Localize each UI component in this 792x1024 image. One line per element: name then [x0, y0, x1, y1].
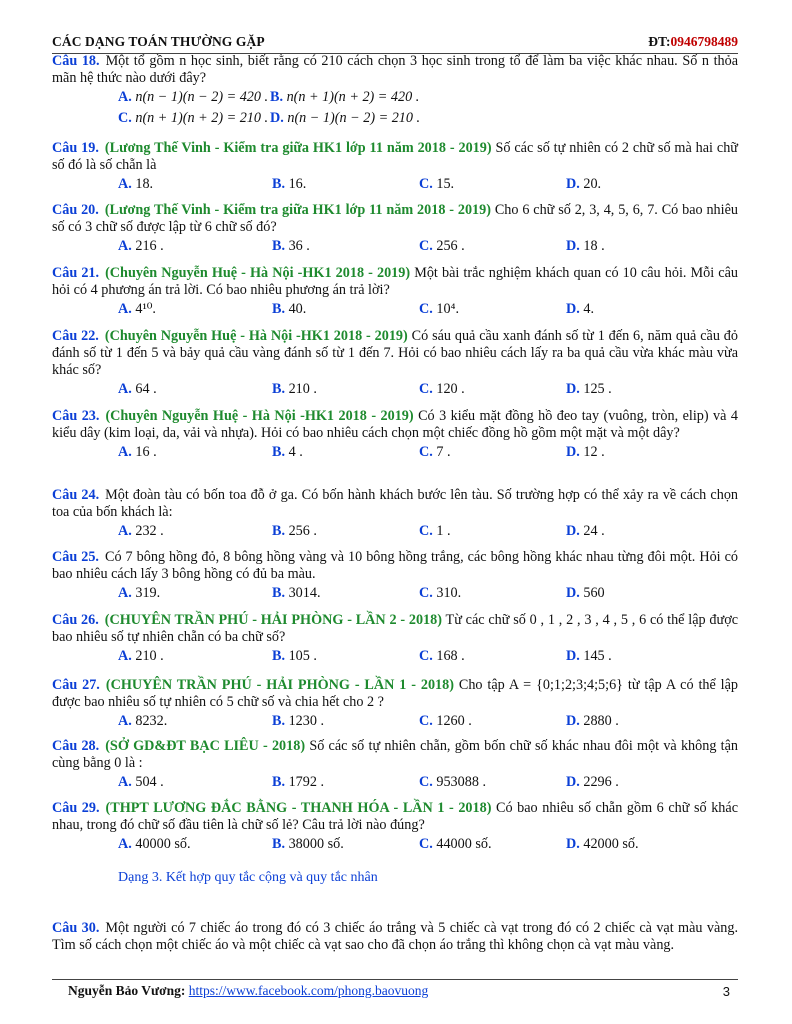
question-source: (THPT LƯƠNG ĐẮC BẰNG - THANH HÓA - LẦN 1 - 2018)	[105, 800, 492, 816]
answer-row: A. 8232. B. 1230 . C. 1260 . D. 2880 .	[118, 713, 619, 729]
section-heading: Dạng 3. Kết hợp quy tắc cộng và quy tắc nhân	[118, 870, 378, 885]
question-source: (CHUYÊN TRẦN PHÚ - HẢI PHÒNG - LẦN 1 - 2018)	[105, 677, 454, 693]
question-source: (Chuyên Nguyễn Huệ - Hà Nội -HK1 2018 - 2019)	[105, 408, 414, 424]
answer-row: A. 18. B. 16. C. 15. D. 20.	[118, 176, 602, 192]
question-text: Có 7 bông hồng đỏ, 8 bông hồng vàng và 10 bông hồng trắng, các bông hồng khác nhau từng đôi một. Hỏi có bao nhiêu cách lấy 3 bông hồng có đủ ba màu.	[52, 549, 739, 582]
question-text: Có 3 kiểu mặt đồng hồ đeo tay (vuông, tròn, elip) và 4 kiểu dây (kim loại, da, vải và nhựa). Hỏi có bao nhiêu cách chọn một chiếc đồng hồ gồm một mặt và một dây?	[52, 408, 739, 441]
question-text: Một bài trắc nghiệm khách quan có 10 câu hỏi. Mỗi câu hỏi có 4 phương án trả lời. Có bao nhiêu phương án trả lời?	[52, 265, 738, 298]
question-18: Câu 18. Một tổ gồm n học sinh, biết rằng có 210 cách chọn 3 học sinh trong tổ để làm ba việc khác nhau. Số n thỏa mãn hệ thức nào dưới đây? A. n(n − 1)(n − 2) = 420 . B. n(n + 1)(n + 2) = 420 . C. n(n + 1)(n + 2) = 210 . D. n(n − 1)(n − 2) = 210 .	[52, 53, 738, 126]
answer-row: A. n(n − 1)(n − 2) = 420 . B. n(n + 1)(n + 2) = 420 .	[118, 89, 420, 105]
question-text: Một tổ gồm n học sinh, biết rằng có 210 cách chọn 3 học sinh trong tổ để làm ba việc khác nhau. Số n thỏa mãn hệ thức nào dưới đây?	[52, 53, 738, 86]
answer-row: A. 40000 số. B. 38000 số. C. 44000 số. D. 42000 số.	[118, 836, 639, 852]
answer-row: A. 210 . B. 105 . C. 168 . D. 145 .	[118, 648, 612, 664]
answer-row: A. 504 . B. 1792 . C. 953088 . D. 2296 .	[118, 774, 619, 790]
question-source: (Lương Thế Vinh - Kiểm tra giữa HK1 lớp 11 năm 2018 - 2019)	[104, 202, 491, 218]
header-phone: ĐT:0946798489	[648, 34, 738, 49]
question-source: (Chuyên Nguyễn Huệ - Hà Nội -HK1 2018 - 2019)	[104, 328, 408, 344]
question-19: Câu 19. (Lương Thế Vinh - Kiểm tra giữa HK1 lớp 11 năm 2018 - 2019) Số các số tự nhiên có 2 chữ số mà hai chữ số đó là số chẵn là A. 18. B. 16. C. 15. D. 20.	[52, 140, 738, 192]
answer-row: A. 319. B. 3014. C. 310. D. 560	[118, 585, 605, 601]
question-text: Cho tập A = {0;1;2;3;4;5;6} từ tập A có thể lập được bao nhiêu số tự nhiên có 5 chữ số và chia hết cho 2 ?	[52, 677, 739, 710]
question-22: Câu 22. (Chuyên Nguyễn Huệ - Hà Nội -HK1 2018 - 2019) Có sáu quả cầu xanh đánh số từ 1 đến 6, năm quả cầu đỏ đánh số từ 1 đến 5 và bảy quả cầu vàng đánh số từ 1 đến 7. Hỏi có bao nhiêu cách lấy ra ba quả cầu vừa khác màu vừa khác số? A. 64 . B. 210 . C. 120 . D. 125 .	[52, 328, 738, 397]
question-text: Có bao nhiêu số chẵn gồm 6 chữ số khác nhau, trong đó chữ số đầu tiên là chữ số lẻ? Câu trả lời nào đúng?	[52, 800, 738, 833]
answer-row: A. 232 . B. 256 . C. 1 . D. 24 .	[118, 523, 605, 539]
question-text: Cho 6 chữ số 2, 3, 4, 5, 6, 7. Có bao nhiêu số có 3 chữ số được lập từ 6 chữ số đó?	[52, 202, 738, 235]
answer-row: A. 16 . B. 4 . C. 7 . D. 12 .	[118, 444, 605, 460]
question-source: (Lương Thế Vinh - Kiểm tra giữa HK1 lớp 11 năm 2018 - 2019)	[104, 140, 492, 156]
question-source: (SỞ GD&ĐT BẠC LIÊU - 2018)	[105, 738, 306, 754]
question-text: Số các số tự nhiên có 2 chữ số mà hai chữ số đó là số chẵn là	[52, 140, 738, 173]
page-header	[52, 33, 738, 54]
header-title: CÁC DẠNG TOÁN THƯỜNG GẶP	[52, 34, 265, 49]
answer-row: A. 64 . B. 210 . C. 120 . D. 125 .	[118, 381, 612, 397]
question-30: Câu 30. Một người có 7 chiếc áo trong đó có 3 chiếc áo trắng và 5 chiếc cà vạt trong đó có 2 chiếc cà vạt màu vàng. Tìm số cách chọn một chiếc áo và một chiếc cà vạt sao cho đã chọn áo trắng thì không chọn cà vạt màu vàng.	[52, 920, 738, 953]
question-text: Một người có 7 chiếc áo trong đó có 3 chiếc áo trắng và 5 chiếc cà vạt trong đó có 2 chiếc cà vạt màu vàng. Tìm số cách chọn một chiếc áo và một chiếc cà vạt sao cho đã chọn áo trắng thì không chọn cà vạt màu vàng.	[52, 920, 738, 953]
document-page	[52, 0, 738, 1024]
page-footer	[52, 979, 738, 1000]
facebook-link[interactable]: https://www.facebook.com/phong.baovuong	[188, 983, 429, 998]
question-26: Câu 26. (CHUYÊN TRẦN PHÚ - HẢI PHÒNG - LẦN 2 - 2018) Từ các chữ số 0 , 1 , 2 , 3 , 4 , 5 , 6 có thể lập được bao nhiêu số tự nhiên chẵn có ba chữ số? A. 210 . B. 105 . C. 168 . D. 145 .	[52, 612, 738, 664]
question-text: Một đoàn tàu có bốn toa đỗ ở ga. Có bốn hành khách bước lên tàu. Số trường hợp có thể xảy ra về cách chọn toa của bốn khách là:	[52, 487, 739, 520]
question-20: Câu 20. (Lương Thế Vinh - Kiểm tra giữa HK1 lớp 11 năm 2018 - 2019) Cho 6 chữ số 2, 3, 4, 5, 6, 7. Có bao nhiêu số có 3 chữ số được lập từ 6 chữ số đó? A. 216 . B. 36 . C. 256 . D. 18 .	[52, 202, 738, 254]
question-text: Có sáu quả cầu xanh đánh số từ 1 đến 6, năm quả cầu đỏ đánh số từ 1 đến 5 và bảy quả cầu vàng đánh số từ 1 đến 7. Hỏi có bao nhiêu cách lấy ra ba quả cầu vừa khác màu vừa khác số?	[52, 328, 738, 378]
page-number: 3	[722, 984, 730, 999]
question-24: Câu 24. Một đoàn tàu có bốn toa đỗ ở ga. Có bốn hành khách bước lên tàu. Số trường hợp có thể xảy ra về cách chọn toa của bốn khách là: A. 232 . B. 256 . C. 1 . D. 24 .	[52, 487, 739, 539]
question-text: Từ các chữ số 0 , 1 , 2 , 3 , 4 , 5 , 6 có thể lập được bao nhiêu số tự nhiên chẵn có ba chữ số?	[52, 612, 738, 645]
answer-row: C. n(n + 1)(n + 2) = 210 . D. n(n − 1)(n − 2) = 210 .	[118, 110, 421, 126]
question-23: Câu 23. (Chuyên Nguyễn Huệ - Hà Nội -HK1 2018 - 2019) Có 3 kiểu mặt đồng hồ đeo tay (vuông, tròn, elip) và 4 kiểu dây (kim loại, da, vải và nhựa). Hỏi có bao nhiêu cách chọn một chiếc đồng hồ gồm một mặt và một dây? A. 16 . B. 4 . C. 7 . D. 12 .	[52, 408, 739, 460]
question-source: (Chuyên Nguyễn Huệ - Hà Nội -HK1 2018 - 2019)	[105, 265, 411, 281]
answer-row: A. 216 . B. 36 . C. 256 . D. 18 .	[118, 238, 605, 254]
answer-row: A. 4¹⁰. B. 40. C. 10⁴. D. 4.	[118, 301, 594, 317]
footer-author: Nguyễn Bảo Vương: https://www.facebook.com/phong.baovuong	[68, 983, 429, 998]
question-source: (CHUYÊN TRẦN PHÚ - HẢI PHÒNG - LẦN 2 - 2018)	[104, 612, 442, 628]
question-29: Câu 29. (THPT LƯƠNG ĐẮC BẰNG - THANH HÓA - LẦN 1 - 2018) Có bao nhiêu số chẵn gồm 6 chữ số khác nhau, trong đó chữ số đầu tiên là chữ số lẻ? Câu trả lời nào đúng? A. 40000 số. B. 38000 số. C. 44000 số. D. 42000 số.	[52, 800, 738, 852]
question-text: Số các số tự nhiên chẵn, gồm bốn chữ số khác nhau đôi một và không tận cùng bằng 0 là :	[52, 738, 738, 771]
question-25: Câu 25. Có 7 bông hồng đỏ, 8 bông hồng vàng và 10 bông hồng trắng, các bông hồng khác nhau từng đôi một. Hỏi có bao nhiêu cách lấy 3 bông hồng có đủ ba màu. A. 319. B. 3014. C. 310. D. 560	[52, 549, 739, 601]
question-21: Câu 21. (Chuyên Nguyễn Huệ - Hà Nội -HK1 2018 - 2019) Một bài trắc nghiệm khách quan có 10 câu hỏi. Mỗi câu hỏi có 4 phương án trả lời. Có bao nhiêu phương án trả lời? A. 4¹⁰. B. 40. C. 10⁴. D. 4.	[52, 265, 738, 317]
question-28: Câu 28. (SỞ GD&ĐT BẠC LIÊU - 2018) Số các số tự nhiên chẵn, gồm bốn chữ số khác nhau đôi một và không tận cùng bằng 0 là : A. 504 . B. 1792 . C. 953088 . D. 2296 .	[52, 738, 738, 790]
question-27: Câu 27. (CHUYÊN TRẦN PHÚ - HẢI PHÒNG - LẦN 1 - 2018) Cho tập A = {0;1;2;3;4;5;6} từ tập A có thể lập được bao nhiêu số tự nhiên có 5 chữ số và chia hết cho 2 ? A. 8232. B. 1230 . C. 1260 . D. 2880 .	[52, 677, 739, 729]
